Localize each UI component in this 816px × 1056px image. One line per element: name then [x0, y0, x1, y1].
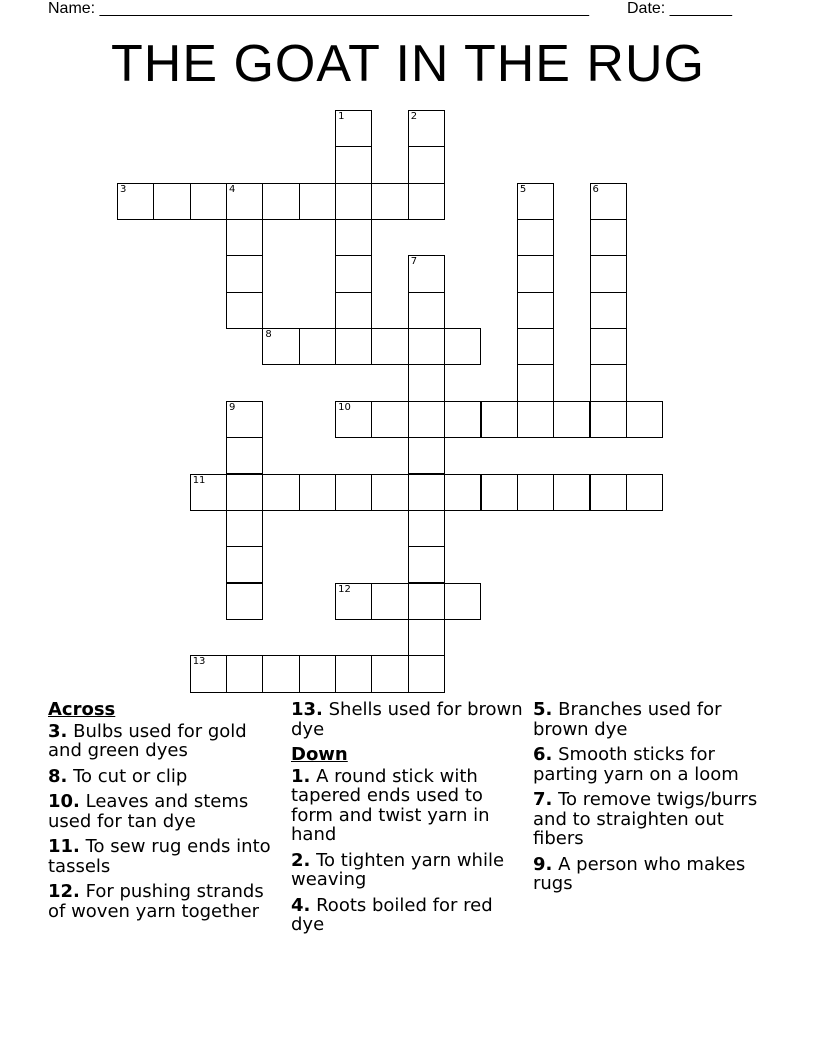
clue-number: 1. [291, 765, 311, 787]
grid-cell[interactable] [335, 401, 372, 438]
grid-cell[interactable] [226, 437, 263, 474]
grid-cell[interactable] [335, 328, 372, 365]
grid-cell[interactable] [371, 655, 408, 692]
grid-cell[interactable] [408, 401, 445, 438]
grid-cell[interactable] [190, 183, 227, 220]
grid-cell[interactable] [408, 655, 445, 692]
puzzle-title: THE GOAT IN THE RUG [111, 35, 705, 93]
grid-cell[interactable] [444, 474, 481, 511]
clue-number: 13. [291, 699, 323, 720]
clue-text: Roots boiled for red dye [291, 894, 493, 935]
grid-cell[interactable] [517, 328, 554, 365]
down-heading: Down [291, 744, 348, 765]
grid-cell[interactable] [408, 328, 445, 365]
grid-cell[interactable] [553, 401, 590, 438]
grid-cell[interactable] [190, 655, 227, 692]
grid-cell[interactable] [335, 655, 372, 692]
date-blank[interactable]: _______ [669, 0, 732, 17]
grid-cell[interactable] [299, 655, 336, 692]
grid-cell[interactable] [408, 437, 445, 474]
grid-cell[interactable] [408, 619, 445, 656]
clue-text: A person who makes rugs [533, 853, 746, 894]
grid-cell[interactable] [590, 474, 627, 511]
clue-number: 2. [291, 849, 311, 871]
clue-text: Leaves and stems used for tan dye [48, 791, 249, 832]
grid-cell[interactable] [408, 255, 445, 292]
clue-text: To sew rug ends into tassels [48, 836, 271, 877]
grid-cell[interactable] [408, 183, 445, 220]
clue-text: Smooth sticks for parting yarn on a loom [533, 744, 739, 785]
grid-cell[interactable] [553, 474, 590, 511]
clue-down-2 [291, 851, 523, 890]
grid-cell[interactable] [408, 510, 445, 547]
grid-cell[interactable] [335, 474, 372, 511]
clue-down-4 [291, 896, 523, 935]
name-label: Name: [48, 0, 96, 17]
grid-cell[interactable] [590, 292, 627, 329]
grid-cell[interactable] [335, 255, 372, 292]
clue-text: Shells used for brown dye [291, 699, 523, 740]
grid-cell[interactable] [262, 655, 299, 692]
name-blank[interactable]: _______________________________________________________ [99, 0, 589, 17]
clue-number: 12. [48, 881, 80, 902]
clue-number-label: 4 [229, 183, 236, 195]
clue-number: 10. [48, 791, 80, 812]
clue-across-10 [48, 792, 280, 831]
grid-cell[interactable] [408, 583, 445, 620]
grid-cell[interactable] [226, 183, 263, 220]
grid-cell[interactable] [444, 328, 481, 365]
clue-number: 11. [48, 836, 80, 857]
grid-cell[interactable] [444, 401, 481, 438]
grid-cell[interactable] [590, 183, 627, 220]
grid-cell[interactable] [517, 364, 554, 401]
grid-cell[interactable] [226, 255, 263, 292]
clue-number-label: 7 [410, 256, 418, 268]
clue-number-label: 13 [192, 656, 206, 668]
grid-cell[interactable] [262, 328, 299, 365]
clue-number-label: 9 [229, 401, 236, 413]
clue-across-13 [291, 700, 523, 739]
clue-number-label: 11 [192, 474, 206, 486]
grid-cell[interactable] [517, 474, 554, 511]
clue-number: 5. [533, 699, 553, 720]
clue-number: 8. [48, 765, 68, 787]
clue-down-9 [533, 855, 773, 894]
clue-number: 9. [533, 853, 553, 875]
grid-cell[interactable] [299, 183, 336, 220]
grid-cell[interactable] [408, 110, 445, 147]
clue-text: For pushing strands of woven yarn together [48, 881, 264, 922]
grid-cell[interactable] [590, 219, 627, 256]
grid-cell[interactable] [335, 292, 372, 329]
grid-cell[interactable] [262, 183, 299, 220]
clues-column-2 [291, 700, 523, 941]
grid-cell[interactable] [517, 255, 554, 292]
grid-cell[interactable] [371, 583, 408, 620]
grid-cell[interactable] [371, 401, 408, 438]
grid-cell[interactable] [590, 255, 627, 292]
clue-across-3 [48, 722, 280, 761]
clue-across-12 [48, 882, 280, 921]
grid-cell[interactable] [590, 328, 627, 365]
grid-cell[interactable] [226, 655, 263, 692]
clue-text: To remove twigs/burrs and to straighten out fibers [533, 789, 758, 849]
grid-cell[interactable] [226, 546, 263, 583]
clue-number-label: 6 [592, 183, 599, 195]
grid-cell[interactable] [153, 183, 190, 220]
grid-cell[interactable] [335, 146, 372, 183]
date-label: Date: [627, 0, 666, 17]
grid-cell[interactable] [626, 401, 663, 438]
grid-cell[interactable] [590, 401, 627, 438]
clue-number: 3. [48, 720, 68, 742]
clue-down-1 [291, 767, 523, 845]
clue-across-11 [48, 837, 280, 876]
clue-across-8 [48, 767, 280, 787]
clue-number-label: 8 [265, 329, 272, 341]
grid-cell[interactable] [408, 146, 445, 183]
grid-cell[interactable] [226, 583, 263, 620]
grid-cell[interactable] [517, 183, 554, 220]
clue-text: Branches used for brown dye [533, 699, 722, 740]
clue-down-7 [533, 790, 773, 849]
grid-cell[interactable] [517, 219, 554, 256]
clue-number: 7. [533, 789, 553, 810]
grid-cell[interactable] [335, 183, 372, 220]
grid-cell[interactable] [335, 110, 372, 147]
clues-column-1 [48, 700, 280, 927]
grid-cell[interactable] [190, 474, 227, 511]
grid-cell[interactable] [371, 183, 408, 220]
clue-number-label: 3 [120, 183, 127, 195]
grid-cell[interactable] [481, 401, 518, 438]
grid-cell[interactable] [408, 546, 445, 583]
clue-text: To tighten yarn while weaving [291, 849, 505, 890]
grid-cell[interactable] [335, 219, 372, 256]
grid-cell[interactable] [444, 583, 481, 620]
clue-number-label: 5 [519, 183, 527, 195]
grid-cell[interactable] [226, 510, 263, 547]
clue-number-label: 12 [338, 583, 351, 595]
clue-number-label: 1 [338, 111, 345, 122]
grid-cell[interactable] [408, 364, 445, 401]
grid-cell[interactable] [226, 292, 263, 329]
grid-cell[interactable] [226, 219, 263, 256]
across-heading: Across [48, 699, 116, 720]
grid-cell[interactable] [371, 474, 408, 511]
clue-number: 4. [291, 894, 311, 916]
grid-cell[interactable] [226, 401, 263, 438]
clue-text: A round stick with tapered ends used to form and twist yarn in hand [291, 765, 490, 845]
grid-cell[interactable] [226, 474, 263, 511]
grid-cell[interactable] [262, 474, 299, 511]
grid-cell[interactable] [517, 401, 554, 438]
clues-column-3 [533, 700, 773, 900]
grid-cell[interactable] [117, 183, 154, 220]
grid-cell[interactable] [481, 474, 518, 511]
grid-cell[interactable] [590, 364, 627, 401]
clue-text: To cut or clip [73, 765, 188, 787]
grid-cell[interactable] [626, 474, 663, 511]
clue-down-5 [533, 700, 773, 739]
grid-cell[interactable] [408, 474, 445, 511]
clue-number-label: 10 [338, 401, 351, 413]
grid-cell[interactable] [371, 328, 408, 365]
grid-cell[interactable] [408, 292, 445, 329]
grid-cell[interactable] [517, 292, 554, 329]
clue-text: Bulbs used for gold and green dyes [48, 720, 247, 761]
clue-number: 6. [533, 744, 553, 765]
grid-cell[interactable] [299, 474, 336, 511]
grid-cell[interactable] [335, 583, 372, 620]
clue-number-label: 2 [410, 111, 418, 122]
clue-down-6 [533, 745, 773, 784]
grid-cell[interactable] [299, 328, 336, 365]
